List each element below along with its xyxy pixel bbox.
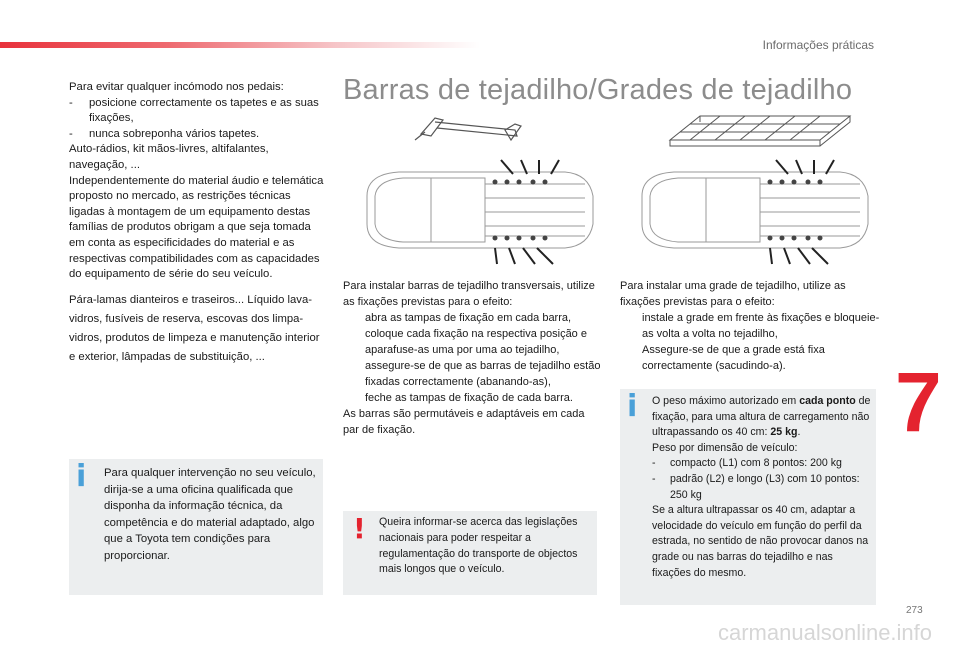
list-item: - posicione correctamente os tapetes e as suas fixações,	[69, 96, 319, 125]
list-item: feche as tampas de fixação de cada barra.	[365, 392, 573, 404]
top-accent-bar	[0, 42, 480, 48]
roof-bars-illustration	[355, 112, 605, 272]
roof-rack-instructions: Para instalar uma grade de tejadilho, utilize as fixações previstas para o efeito: instale a grade em frente às fixações e bloqueie-as volta a volta no tejadilho, Assegure-se de que a grade está fixa correctamente (sacudindo-a).	[620, 280, 880, 372]
list-item: coloque cada fixação na respectiva posição e aparafuse-as uma por uma ao tejadilho,	[365, 328, 587, 356]
watermark: carmanualsonline.info	[718, 620, 933, 645]
pedal-intro: Para evitar qualquer incómodo nos pedais:	[69, 81, 284, 93]
chapter-number: 7	[895, 355, 942, 449]
list-item: instale a grade em frente às fixações e bloqueie-as volta a volta no tejadilho,	[642, 312, 880, 340]
info-icon: i	[627, 389, 638, 424]
list-item: abra as tampas de fixação em cada barra,	[365, 312, 572, 324]
section-title: Informações práticas	[762, 38, 874, 52]
list-item: - compacto (L1) com 8 pontos: 200 kg	[652, 457, 842, 470]
audio-paragraph: Independentemente do material áudio e telemática proposto no mercado, as restrições técnicas ligadas à montagem de um equipamento destas famílias de produtos obrigam a que seja tomada em conta as especificidades do material e as respectivas compatibilidades com as capacidades do equipamento de série do seu veículo.	[69, 174, 324, 281]
warning-icon: !	[353, 512, 366, 545]
service-info-text: Para qualquer intervenção no seu veículo, dirija-se a uma oficina qualificada que disponha da informação técnica, da competência e do material adaptado, algo que a Toyota tem condições para proporcionar.	[104, 467, 316, 562]
roof-bars-instructions: Para instalar barras de tejadilho transversais, utilize as fixações previstas para o efeito: abra as tampas de fixação em cada barra, coloque cada fixação na respectiva posição e aparafuse-as uma por uma ao tejadilho, assegure-se de que as barras de tejadilho estão fixadas correctamente (abanando-as), feche as tampas de fixação de cada barra. As barras são permutáveis e adaptáveis em cada par de fixação.	[343, 278, 603, 438]
spare-parts-paragraph: Pára-lamas dianteiros e traseiros... Líquido lava-vidros, fusíveis de reserva, escovas dos limpa-vidros, produtos de limpeza e manutenção interior e exterior, lâmpadas de substituição, ...	[69, 293, 320, 363]
page-number: 273	[906, 605, 923, 616]
list-item: Assegure-se de que a grade está fixa correctamente (sacudindo-a).	[642, 344, 825, 372]
audio-heading: Auto-rádios, kit mãos-livres, altifalantes, navegação, ...	[69, 143, 269, 171]
info-icon: i	[76, 459, 87, 494]
weight-info-text: O peso máximo autorizado em cada ponto de fixação, para uma altura de carregamento não ultrapassando os 40 cm: 25 kg. Peso por dimensão de veículo: - compacto (L1) com 8 pontos: 200 kg - padrão (L2) e longo (L3) com 10 pontos: 250 kg Se a altura ultrapassar os 40 cm, adaptar a velocidade do veículo em função do perfil da estrada, no sentido de não provocar danos na grade ou nas barras do tejadilho e nas fixações do mesmo.	[652, 395, 871, 579]
left-column	[69, 80, 327, 367]
list-item: assegure-se de que as barras de tejadilho estão fixadas correctamente (abanando-as),	[365, 360, 601, 388]
warning-text: Queira informar-se acerca das legislações nacionais para poder respeitar a regulamentação do transporte de objectos mais longos que o veículo.	[379, 516, 578, 576]
list-item: - padrão (L2) e longo (L3) com 10 pontos: 250 kg	[652, 472, 860, 501]
list-item: - nunca sobreponha vários tapetes.	[69, 127, 260, 140]
roof-rack-illustration	[630, 112, 880, 272]
page-title: Barras de tejadilho/Grades de tejadilho	[343, 74, 853, 106]
